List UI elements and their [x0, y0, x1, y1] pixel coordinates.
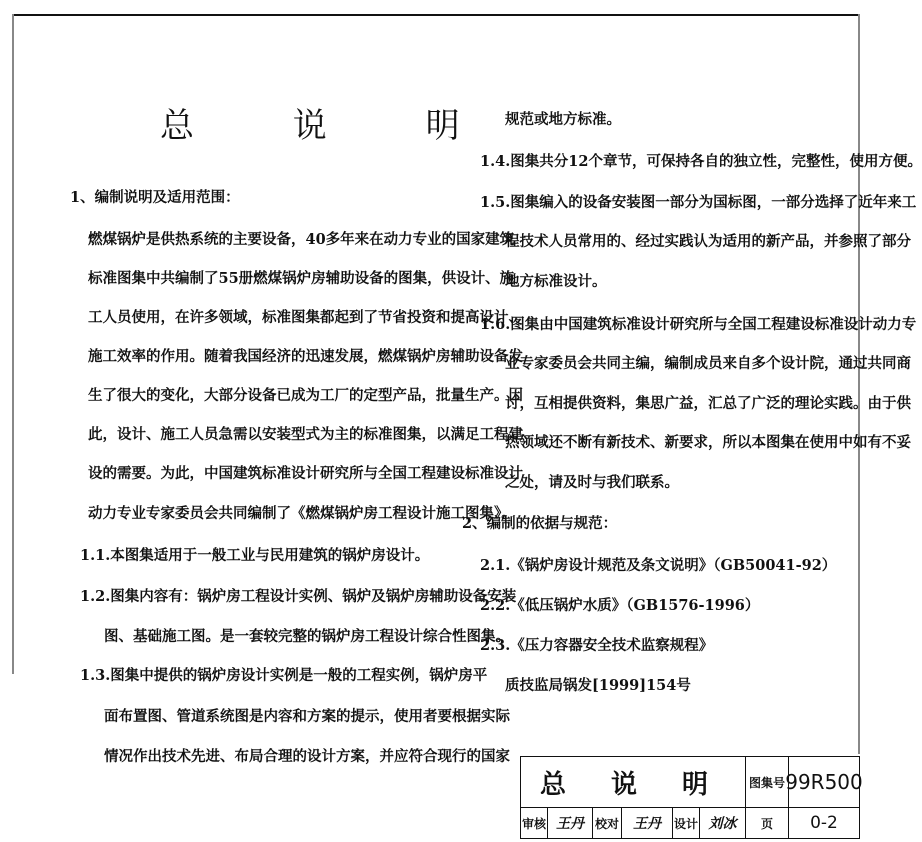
text-line: 业专家委员会共同主编，编制成员来自多个设计院，通过共同商 — [505, 355, 911, 372]
page-label: 页 — [745, 807, 789, 839]
section-heading-2: 2、编制的依据与规范： — [462, 515, 618, 532]
item-1-5: 1.5.图集编入的设备安装图一部分为国标图，一部分选择了近年来工 — [480, 194, 917, 211]
item-1-4: 1.4.图集共分12个章节，可保持各自的独立性，完整性，使用方便。 — [480, 153, 922, 170]
reference-2-2: 2.2.《低压锅炉水质》（GB1576-1996） — [480, 597, 760, 614]
text-line: 程技术人员常用的、经过实践认为适用的新产品，并参照了部分 — [505, 233, 911, 250]
text-line: 此，设计、施工人员急需以安装型式为主的标准图集，以满足工程建 — [88, 426, 523, 443]
review-signature: 王丹 — [547, 807, 593, 839]
text-line: 面布置图、管道系统图是内容和方案的提示，使用者要根据实际 — [104, 708, 510, 725]
text-line: 之处，请及时与我们联系。 — [505, 474, 679, 491]
atlas-number: 99R500 — [788, 756, 860, 808]
design-label: 设计 — [672, 807, 700, 839]
design-signature: 刘冰 — [699, 807, 746, 839]
text-line: 施工效率的作用。随着我国经济的迅速发展，燃煤锅炉房辅助设备发 — [88, 348, 523, 365]
item-1-1: 1.1.本图集适用于一般工业与民用建筑的锅炉房设计。 — [80, 547, 430, 564]
reference-2-3: 2.3.《压力容器安全技术监察规程》 — [480, 637, 714, 654]
text-line: 标准图集中共编制了55册燃煤锅炉房辅助设备的图集，供设计、施 — [88, 270, 515, 287]
atlas-number-label: 图集号 — [745, 756, 789, 808]
item-1-3: 1.3.图集中提供的锅炉房设计实例是一般的工程实例，锅炉房平 — [80, 667, 488, 684]
top-border-line — [14, 14, 860, 16]
left-border-line — [12, 14, 14, 674]
title-block-title: 总 说 明 — [520, 756, 746, 808]
text-line: 地方标准设计。 — [505, 273, 607, 290]
text-line: 燃煤锅炉是供热系统的主要设备，40多年来在动力专业的国家建筑 — [88, 231, 515, 248]
item-1-2: 1.2.图集内容有：锅炉房工程设计实例、锅炉及锅炉房辅助设备安装 — [80, 588, 517, 605]
text-line: 生了很大的变化，大部分设备已成为工厂的定型产品，批量生产。因 — [88, 387, 523, 404]
check-label: 校对 — [592, 807, 622, 839]
reference-2-1: 2.1.《锅炉房设计规范及条文说明》（GB50041-92） — [480, 557, 837, 574]
review-label: 审核 — [520, 807, 548, 839]
check-signature: 王丹 — [621, 807, 673, 839]
page-number: 0-2 — [788, 807, 860, 839]
text-line: 工人员使用，在许多领域，标准图集都起到了节省投资和提高设计、 — [88, 309, 523, 326]
text-line: 情况作出技术先进、布局合理的设计方案，并应符合现行的国家 — [104, 748, 510, 765]
page-title: 总 说 明 — [160, 106, 504, 146]
text-line: 规范或地方标准。 — [505, 111, 621, 128]
text-line: 讨，互相提供资料，集思广益，汇总了广泛的理论实践。由于供 — [505, 395, 911, 412]
section-heading-1: 1、编制说明及适用范围： — [70, 189, 240, 206]
text-line: 动力专业专家委员会共同编制了《燃煤锅炉房工程设计施工图集》。 — [88, 505, 516, 522]
reference-2-3-doc: 质技监局锅发[1999]154号 — [505, 677, 691, 694]
text-line: 图、基础施工图。是一套较完整的锅炉房工程设计综合性图集。 — [104, 628, 510, 645]
text-line: 设的需要。为此，中国建筑标准设计研究所与全国工程建设标准设计 — [88, 465, 523, 482]
text-line: 热领域还不断有新技术、新要求，所以本图集在使用中如有不妥 — [505, 434, 911, 451]
item-1-6: 1.6.图集由中国建筑标准设计研究所与全国工程建设标准设计动力专 — [480, 316, 917, 333]
right-border-line — [858, 14, 860, 754]
